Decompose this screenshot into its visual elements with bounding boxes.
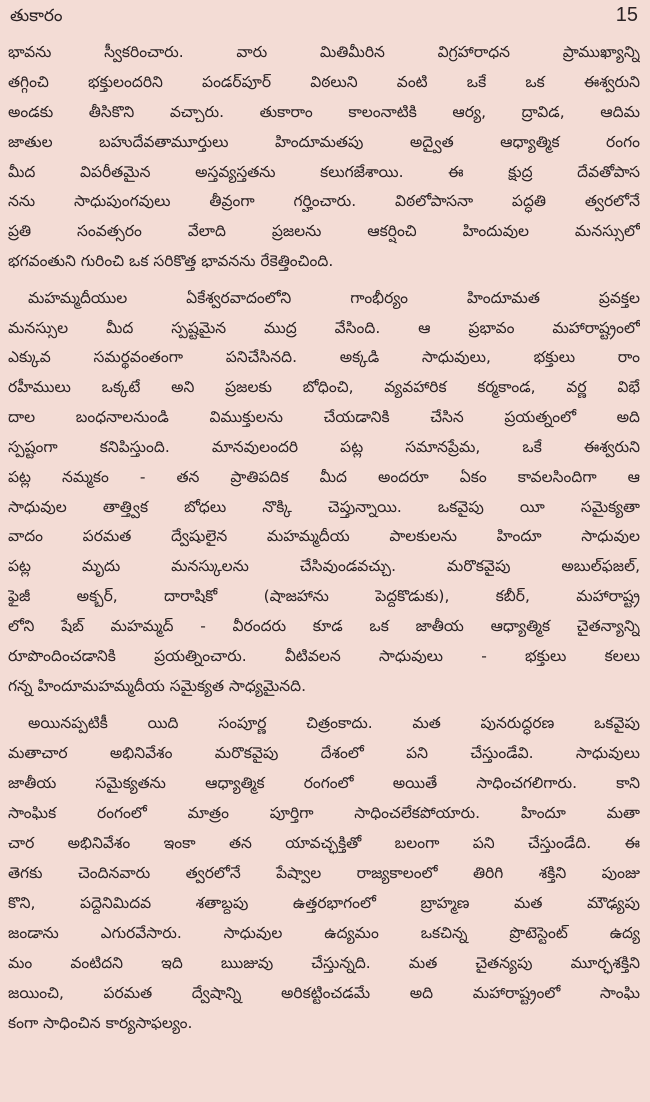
text-line: మహమ్మదీయుల ఏకేశ్వరవాదంలోని గాంభీర్యం హిందూమత ప్రవక్తల: [28, 289, 640, 307]
text-line: రహీములు ఒక్కటే అని ప్రజలకు బోధించి, వ్యవహారిక కర్మకాండ, వర్ణ విభే: [8, 378, 640, 396]
text-line: తెగకు చెందినవారు త్వరలోనే పేష్వాల రాజ్యకాలంలో తిరిగి శక్తిని పుంజు: [8, 864, 640, 882]
text-line: గన్న హిందూమహమ్మదీయ సమైక్యత సాధ్యమైనది.: [8, 677, 306, 695]
running-header-title: తుకారం: [10, 6, 63, 26]
text-line: సాంఘిక రంగంలో మాత్రం పూర్తిగా సాధించలేకపోయారు. హిందూ మతా: [8, 804, 640, 822]
text-line: జాతుల బహుదేవతామూర్తులు హిందూమతపు అద్వైత ఆధ్యాత్మిక రంగం: [8, 133, 640, 151]
text-line: మతాచార అభినివేశం మరొకవైపు దేశంలో పని చేస్తుండేవి. సాధువులు: [8, 744, 640, 762]
text-line: నను సాధుపుంగవులు తీవ్రంగా గర్హించారు. విఠలోపాసనా పద్ధతి త్వరలోనే: [8, 192, 640, 210]
text-line: చార అభినివేశం ఇంకా తన యావచ్ఛక్తితో బలంగా పని చేస్తుండేది. ఈ: [8, 834, 640, 852]
text-line: లోని షేబ్ మహమ్మద్ - వీరందరు కూడ ఒక జాతీయ ఆధ్యాత్మిక చైతన్యాన్ని: [8, 617, 640, 635]
text-line: తగ్గించి భక్తులందరిని పండర్‌పూర్ విఠలుని వంటి ఒకే ఒక ఈశ్వరుని: [8, 73, 640, 91]
text-line: కంగా సాధించిన కార్యసాఫల్యం.: [8, 1014, 193, 1032]
text-line: వాదం పరమత ద్వేషులైన మహమ్మదీయ పాలకులను హిందూ సాధువుల: [8, 527, 640, 545]
text-line: జయించి, పరమత ద్వేషాన్ని అరికట్టించడమే అది మహారాష్ట్రంలో సాంఘి: [8, 984, 640, 1002]
text-line: ఎక్కువ సమర్థవంతంగా పనిచేసినది. అక్కడి సాధువులు, భక్తులు రాం: [8, 348, 640, 366]
text-line: అండకు తీసికొని వచ్చారు. తుకారాం కాలంనాటికి ఆర్య, ద్రావిడ, ఆదిమ: [8, 103, 640, 121]
text-line: దాల బంధనాలనుండి విముక్తులను చేయడానికి చేసిన ప్రయత్నంలో అది: [8, 408, 640, 426]
text-line: జాతీయ సమైక్యతను ఆధ్యాత్మిక రంగంలో అయితే సాధించగలిగారు. కాని: [8, 774, 640, 792]
text-line: భావను స్వీకరించారు. వారు మితిమీరిన విగ్రహారాధన ప్రాముఖ్యాన్ని: [8, 43, 640, 61]
text-line: భగవంతుని గురించి ఒక సరికొత్త భావనను రేకెత్తించింది.: [8, 252, 334, 270]
text-line: కొని, పద్దెనిమిదవ శతాబ్దపు ఉత్తరభాగంలో బ్రాహ్మణ మత మౌఢ్యపు: [8, 894, 640, 912]
page-number: 15: [615, 4, 638, 26]
text-line: మనస్సుల మీద స్పష్టమైన ముద్ర వేసింది. ఆ ప్రభావం మహారాష్ట్రంలో: [8, 319, 640, 337]
text-line: పట్ల మృదు మనస్కులను చేసివుండవచ్చు. మరొకవైపు అబుల్‌ఫజల్,: [8, 557, 640, 575]
page-header: [10, 4, 638, 32]
text-line: ప్రతి సంవత్సరం వేలాది ప్రజలను ఆకర్షించి హిందువుల మనస్సులో: [8, 222, 640, 240]
text-line: సాధువుల తాత్త్విక బోధలు నొక్కి చెప్తున్నాయి. ఒకవైపు యీ సమైక్యతా: [8, 498, 640, 516]
text-line: మీద విపరీతమైన అస్తవ్యస్తతను కలుగజేశాయి. ఈ క్షుద్ర దేవతోపాస: [8, 163, 640, 181]
text-line: ఫైజీ అక్బర్, దారాషికో (షాజహాను పెద్దకొడుకు), కబీర్, మహారాష్ట్ర: [8, 587, 640, 605]
text-line: పట్ల నమ్మకం - తన ప్రాతిపదిక మీద అందరూ ఏకం కావలసిందిగా ఆ: [8, 468, 640, 486]
text-line: మం వంటిదని ఇది ఋజువు చేస్తున్నది. మత చైతన్యపు మూర్ఛశక్తిని: [8, 954, 640, 972]
text-line: అయినప్పటికీ యిది సంపూర్ణ చిత్రంకాదు. మత పునరుద్ధరణ ఒకవైపు: [28, 714, 640, 732]
text-line: స్పష్టంగా కనిపిస్తుంది. మానవులందరి పట్ల సమానప్రేమ, ఒకే ఈశ్వరుని: [8, 438, 640, 456]
text-line: రూపొందించడానికి ప్రయత్నించారు. వీటివలన సాధువులు - భక్తులు కలలు: [8, 647, 640, 665]
text-line: జండాను ఎగురవేసారు. సాధువుల ఉద్యమం ఒకచిన్న ప్రొటెస్టెంట్ ఉద్య: [8, 924, 640, 942]
